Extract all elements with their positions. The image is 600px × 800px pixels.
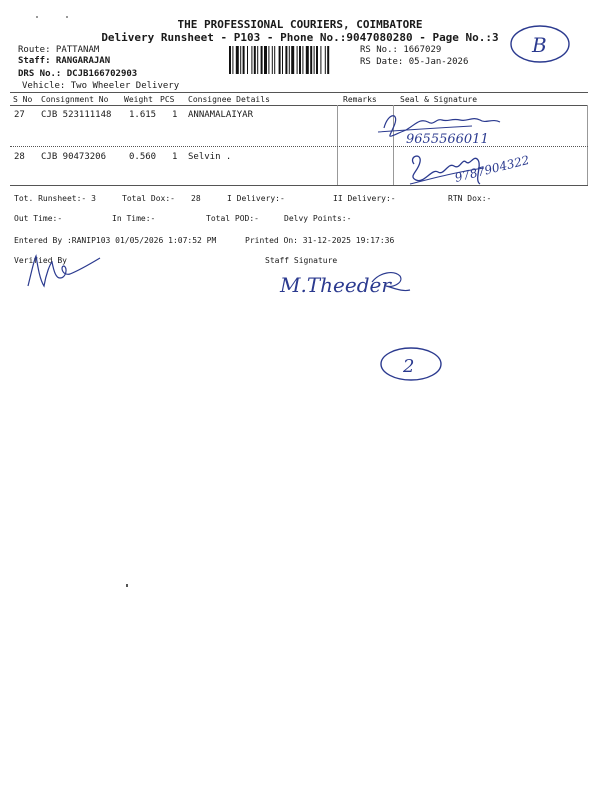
printed-on: Printed On: 31-12-2025 19:17:36 bbox=[245, 236, 395, 245]
barcode-bar bbox=[327, 46, 329, 74]
table-top-rule bbox=[10, 92, 588, 93]
col-consignment: Consignment No bbox=[41, 95, 109, 104]
verified-by-label: Verified By bbox=[14, 256, 67, 265]
barcode-bar bbox=[291, 46, 294, 74]
barcode-bar bbox=[310, 46, 312, 74]
route-info: Route: PATTANAM bbox=[18, 45, 100, 55]
barcode-bar bbox=[251, 46, 252, 74]
barcode-bar bbox=[314, 46, 315, 74]
tot-runsheet: Tot. Runsheet:- 3 bbox=[14, 194, 96, 203]
scan-speck bbox=[66, 16, 68, 18]
handwritten-phone-1 bbox=[404, 128, 524, 148]
barcode-bar bbox=[285, 46, 287, 74]
barcode-bar bbox=[236, 46, 239, 74]
svg-text:9787904322: 9787904322 bbox=[453, 152, 531, 185]
delvy-points: Delvy Points:- bbox=[284, 214, 352, 223]
company-title: THE PROFESSIONAL COURIERS, COIMBATORE bbox=[177, 18, 423, 31]
svg-text:2: 2 bbox=[403, 356, 415, 377]
barcode-bar bbox=[257, 46, 258, 74]
barcode-bar bbox=[247, 46, 248, 74]
barcode-bar bbox=[268, 46, 269, 74]
drs-number: DRS No.: DCJB166702903 bbox=[18, 69, 138, 79]
ii-delivery: II Delivery:- bbox=[333, 194, 396, 203]
barcode-bar bbox=[232, 46, 233, 74]
row-pcs: 1 bbox=[172, 110, 178, 120]
rtn-dox: RTN Dox:- bbox=[448, 194, 492, 203]
barcode-bar bbox=[240, 46, 241, 74]
row-consignment: CJB 523111148 bbox=[41, 110, 112, 120]
runsheet-title: Delivery Runsheet - P103 - Phone No.:9047080280 - Page No.:3 bbox=[101, 31, 499, 44]
vehicle-info: Vehicle: Two Wheeler Delivery bbox=[22, 81, 180, 91]
svg-text:M.Theeder: M.Theeder bbox=[280, 273, 391, 297]
col-weight: Weight bbox=[124, 95, 153, 104]
barcode bbox=[229, 46, 357, 74]
scan-speck bbox=[126, 584, 128, 587]
total-pod: Total POD:- bbox=[206, 214, 259, 223]
barcode-bar bbox=[325, 46, 326, 74]
scan-speck bbox=[36, 16, 38, 18]
col-consignee: Consignee Details bbox=[188, 95, 270, 104]
barcode-bar bbox=[261, 46, 263, 74]
barcode-bar bbox=[297, 46, 298, 74]
col-divider-remarks bbox=[337, 105, 338, 185]
staff-signature-scrawl bbox=[276, 262, 426, 302]
row-weight: 1.615 bbox=[129, 110, 157, 120]
barcode-bar bbox=[254, 46, 256, 74]
barcode-bar bbox=[279, 46, 281, 74]
handwritten-phone-2 bbox=[452, 154, 582, 190]
svg-text:9655566011: 9655566011 bbox=[406, 132, 489, 147]
col-sno: S No bbox=[13, 95, 33, 104]
rs-number: RS No.: 1667029 bbox=[360, 45, 442, 55]
rs-date: RS Date: 05-Jan-2026 bbox=[360, 57, 469, 67]
barcode-bar bbox=[282, 46, 283, 74]
circle-mark-letter: B bbox=[532, 33, 547, 57]
row-consignee: ANNAMALAIYAR bbox=[188, 110, 254, 120]
i-delivery: I Delivery:- bbox=[227, 194, 285, 203]
entered-by: Entered By :RANIP103 01/05/2026 1:07:52 PM bbox=[14, 236, 217, 245]
staff-signature-label: Staff Signature bbox=[265, 256, 338, 265]
barcode-bar bbox=[306, 46, 309, 74]
row-consignment: CJB 90473206 bbox=[41, 152, 107, 162]
row-weight: 0.560 bbox=[129, 152, 157, 162]
in-time: In Time:- bbox=[112, 214, 156, 223]
row-consignee: Selvin . bbox=[188, 152, 232, 162]
barcode-bar bbox=[274, 46, 275, 74]
row-sno: 27 bbox=[14, 110, 25, 120]
verified-by-signature bbox=[20, 248, 110, 292]
handwritten-circle-mark bbox=[508, 22, 572, 66]
barcode-bar bbox=[272, 46, 273, 74]
staff-info: Staff: RANGARAJAN bbox=[18, 56, 111, 66]
col-seal-signature: Seal & Signature bbox=[400, 95, 478, 104]
row-pcs: 1 bbox=[172, 152, 178, 162]
barcode-bar bbox=[229, 46, 231, 74]
col-divider-right bbox=[587, 105, 588, 185]
col-remarks: Remarks bbox=[343, 95, 377, 104]
handwritten-circle-number bbox=[378, 344, 444, 384]
barcode-bar bbox=[264, 46, 267, 74]
table-header-rule bbox=[10, 105, 588, 106]
barcode-bar bbox=[320, 46, 321, 74]
total-dox-value: 28 bbox=[191, 194, 201, 203]
total-dox-label: Total Dox:- bbox=[122, 194, 175, 203]
barcode-bar bbox=[243, 46, 245, 74]
row-sno: 28 bbox=[14, 152, 25, 162]
barcode-bar bbox=[299, 46, 301, 74]
barcode-bar bbox=[316, 46, 318, 74]
barcode-bar bbox=[289, 46, 290, 74]
out-time: Out Time:- bbox=[14, 214, 63, 223]
col-pcs: PCS bbox=[160, 95, 175, 104]
barcode-bar bbox=[302, 46, 303, 74]
